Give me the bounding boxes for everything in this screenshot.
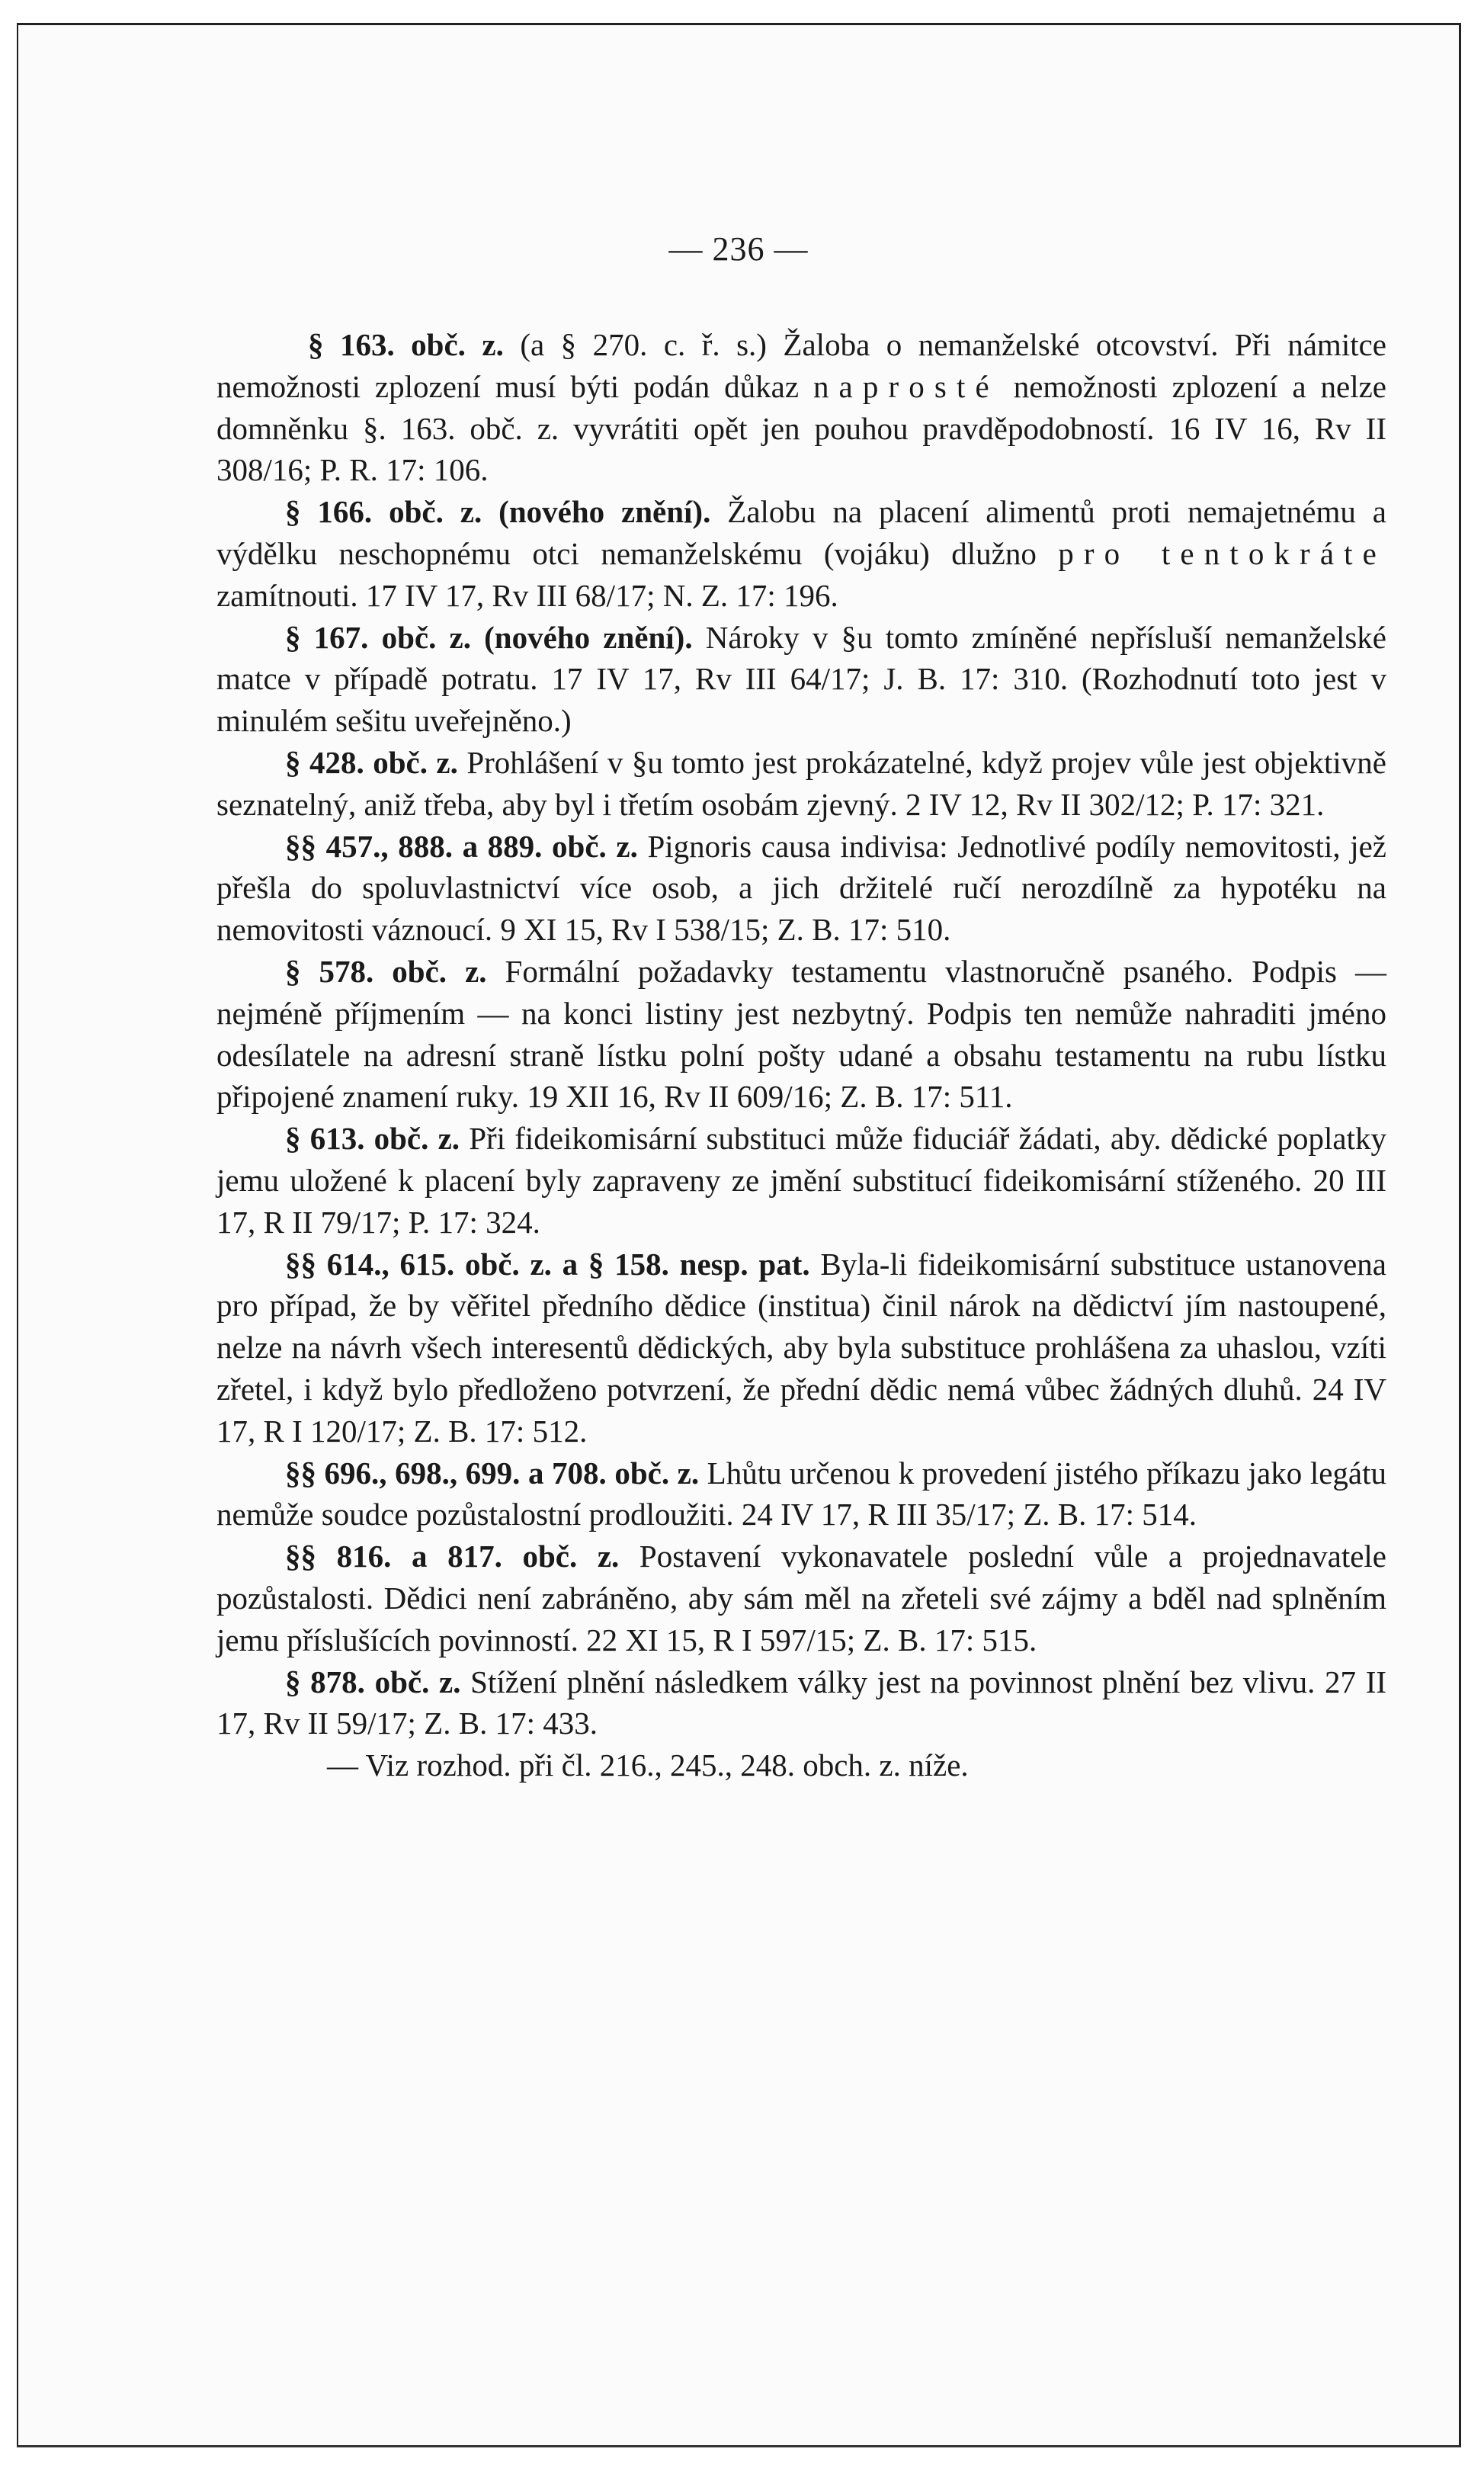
section-reference: § 578. obč. z. (285, 953, 487, 989)
law-entry (216, 617, 1386, 742)
section-reference: §§ 457., 888. a 889. obč. z. (285, 828, 638, 864)
entry-text: Při fideikomisární substituci může fiduciář žádati, aby. dědické poplatky jemu uložené k placení byly zapraveny ze jmění substitucí fideikomisární stíženého. 20 III 17, R II 79/17; P. 17: 324. (216, 1121, 1386, 1240)
emphasized-text: pro tentokráte (1058, 535, 1386, 571)
law-entry (216, 742, 1386, 826)
law-entry (216, 1118, 1386, 1243)
entry-text: Formální požadavky testamentu vlastnoručně psaného. Podpis — nejméně příjmením — na konci listiny jest nezbytný. Podpis ten nemůže nahraditi jméno odesílatele na adresní straně lístku polní pošty udané a obsahu testamentu na rubu lístku připojené znamení ruky. 19 XII 16, Rv II 609/16; Z. B. 17: 511. (216, 953, 1386, 1115)
law-entry (216, 491, 1386, 616)
entry-text: Lhůtu určenou k provedení jistého příkazu jako legátu nemůže soudce pozůstalostní prodloužiti. 24 IV 17, R III 35/17; Z. B. 17: 514. (216, 1455, 1386, 1532)
entry-text: Postavení vykonavatele poslední vůle a projednavatele pozůstalosti. Dědici není zabráněno, aby sám měl na zřeteli své zájmy a bděl nad splněním jemu příslušících povinností. 22 XI 15, R I 597/15; Z. B. 17: 515. (216, 1539, 1387, 1658)
section-reference: § 167. obč. z. (nového znění). (285, 619, 693, 655)
entry-text: Žalobu na placení alimentů proti nemajetnému a výdělku neschopnému otci nemanželskému (vojáku) dlužno (216, 494, 1386, 571)
page-number: — 236 — (668, 230, 809, 268)
entry-text: (a § 270. c. ř. s.) Žaloba o nemanželské otcovství. Při námitce nemožnosti zplození musí býti podán důkaz (216, 327, 1387, 404)
entry-text: Pignoris causa indivisa: Jednotlivé podíly nemovitosti, jež přešla do spoluvlastnictví více osob, a jich držitelé ručí nerozdílně za hypotéku na nemovitosti váznoucí. 9 XI 15, Rv I 538/15; Z. B. 17: 510. (216, 828, 1386, 948)
section-reference: §§ 614., 615. obč. z. a § 158. nesp. pat. (285, 1246, 810, 1282)
law-entry (216, 1452, 1386, 1536)
section-reference: § 166. obč. z. (nového znění). (285, 494, 711, 530)
entry-text: Byla-li fideikomisární substituce ustanovena pro případ, že by věřitel předního dědice (institua) činil nárok na dědictví jím nastoupené, nelze na návrh všech interesentů dědických, aby byla substituce prohlášena za uhaslou, vzíti zřetel, i když bylo předloženo potvrzení, že přední dědic nemá vůbec žádných dluhů. 24 IV 17, R I 120/17; Z. B. 17: 512. (216, 1246, 1386, 1449)
emphasized-text: naprosté (813, 368, 999, 404)
entry-text: Nároky v §u tomto zmíněné nepřísluší nemanželské matce v případě potratu. 17 IV 17, Rv III 64/17; J. B. 17: 310. (Rozhodnutí toto jest v minulém sešitu uveřejněno.) (216, 619, 1387, 739)
law-entry (216, 1661, 1386, 1745)
footer-note: — Viz rozhod. při čl. 216., 245., 248. obch. z. níže. (327, 1747, 969, 1783)
entry-text: Stížení plnění následkem války jest na povinnost plnění bez vlivu. 27 II 17, Rv II 59/17; Z. B. 17: 433. (216, 1664, 1387, 1741)
section-reference: § 428. obč. z. (285, 744, 458, 780)
law-entry (216, 324, 1386, 491)
law-entry (216, 826, 1386, 951)
section-reference: § 613. obč. z. (285, 1121, 460, 1157)
section-reference: §§ 816. a 817. obč. z. (285, 1539, 620, 1574)
page-content (216, 324, 1386, 1786)
entry-text: zamítnouti. 17 IV 17, Rv III 68/17; N. Z. 17: 196. (216, 577, 838, 613)
law-entry (216, 1244, 1386, 1452)
section-reference: § 163. obč. z. (308, 327, 504, 362)
section-reference: § 878. obč. z. (285, 1664, 461, 1699)
law-entry (216, 1536, 1386, 1661)
section-reference: §§ 696., 698., 699. a 708. obč. z. (285, 1455, 700, 1491)
entry-text: nemožnosti zplození a nelze domněnku §. 163. obč. z. vyvrátiti opět jen pouhou pravděpodobností. 16 IV 16, Rv II 308/16; P. R. 17: 106. (216, 368, 1386, 488)
law-entry (216, 951, 1386, 1118)
document-page (17, 23, 1461, 2447)
entry-text: Prohlášení v §u tomto jest prokázatelné, když projev vůle jest objektivně seznatelný, aniž třeba, aby byl i třetím osobám zjevný. 2 IV 12, Rv II 302/12; P. 17: 321. (216, 744, 1386, 822)
